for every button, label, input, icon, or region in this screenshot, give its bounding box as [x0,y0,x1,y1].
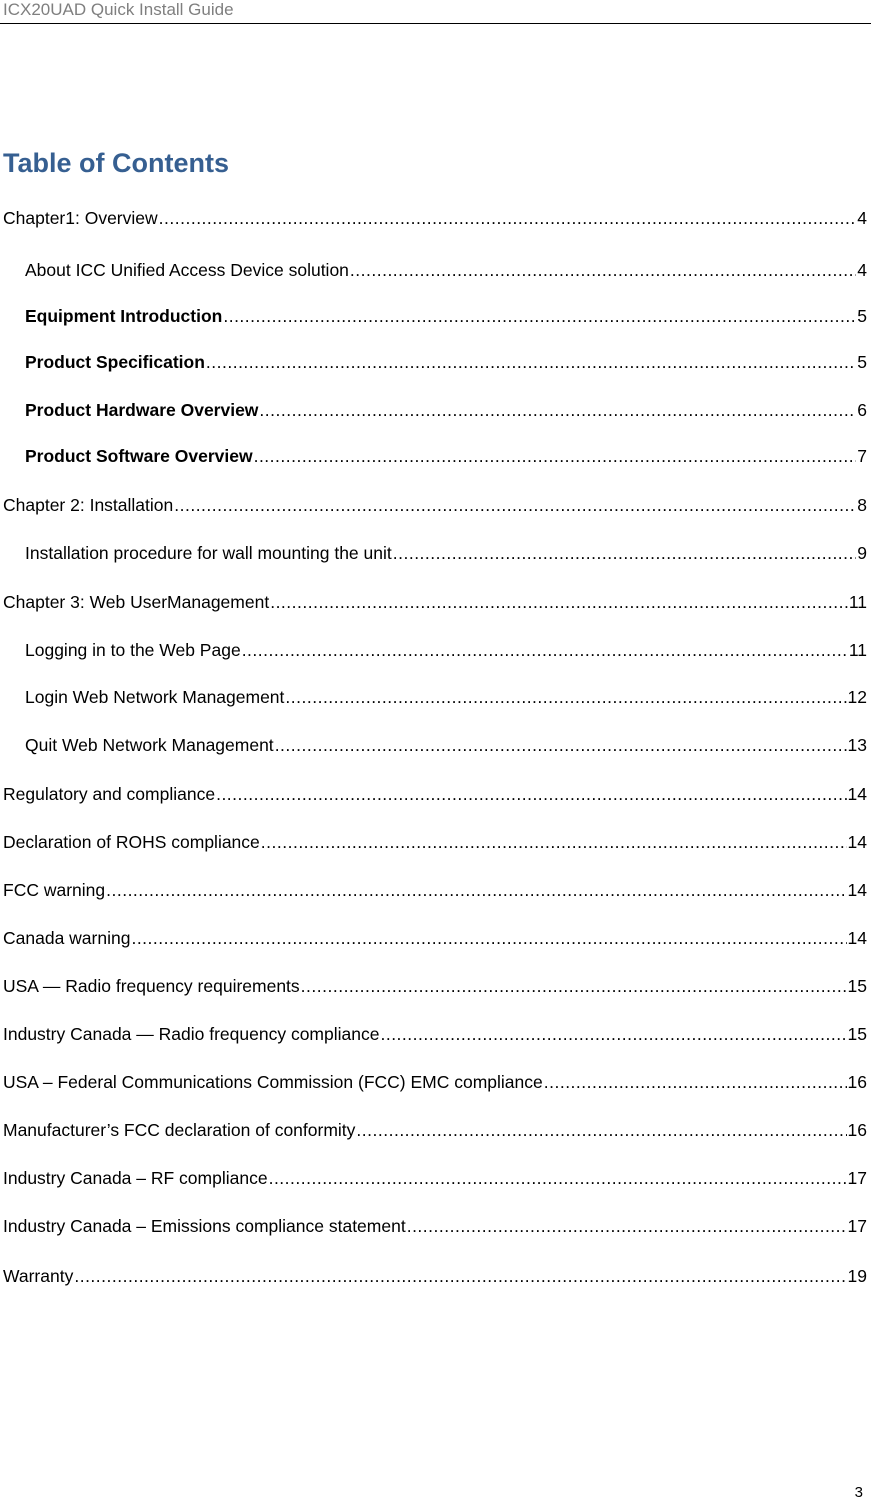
toc-entry[interactable] [3,1166,867,1190]
dot-leader [350,258,856,282]
toc-entry-page: 9 [857,543,867,563]
toc-entry[interactable] [3,304,867,328]
toc-entry[interactable] [3,206,867,230]
toc-entry[interactable] [3,830,867,854]
toc-entry[interactable] [3,398,867,422]
dot-leader [259,398,856,422]
toc-entry-page: 5 [857,352,867,372]
toc-entry-page: 8 [857,495,867,515]
toc-entry[interactable] [3,1118,867,1142]
toc-entry[interactable] [3,444,867,468]
toc-entry-label: Chapter1: Overview [3,208,158,228]
toc-entry[interactable] [3,493,867,517]
toc-entry-page: 4 [857,260,867,280]
toc-entry[interactable] [3,733,867,757]
toc-entry-page: 5 [857,306,867,326]
toc-entry-page: 12 [847,687,867,707]
toc-entry-label: Industry Canada – Emissions compliance statement [3,1216,406,1236]
toc-entry-label: Equipment Introduction [25,306,223,326]
toc-entry-label: Regulatory and compliance [3,784,216,804]
dot-leader [275,733,847,757]
toc-entry-label: Logging in to the Web Page [25,640,241,660]
toc-entry[interactable] [3,590,867,614]
dot-leader [269,1166,847,1190]
toc-entry[interactable] [3,926,867,950]
toc-entry-page: 16 [847,1120,867,1140]
toc-entry-label: USA – Federal Communications Commission (FCC) EMC compliance [3,1072,543,1092]
toc-entry-label: Industry Canada – RF compliance [3,1168,268,1188]
toc-entry[interactable] [3,974,867,998]
toc-entry-page: 14 [847,880,867,900]
toc-entry-page: 4 [857,208,867,228]
dot-leader [159,206,857,230]
dot-leader [74,1264,846,1288]
toc-entry-label: FCC warning [3,880,106,900]
dot-leader [216,782,846,806]
toc-entry-label: Product Software Overview [25,446,253,466]
toc-entry-label: Declaration of ROHS compliance [3,832,260,852]
toc-entry[interactable] [3,878,867,902]
toc-entry-label: Warranty [3,1266,74,1286]
toc-entry[interactable] [3,782,867,806]
toc-entry-label: Installation procedure for wall mounting the unit [25,543,392,563]
toc-entry-label: About ICC Unified Access Device solution [25,260,349,280]
toc-entry-label: Canada warning [3,928,131,948]
toc-entry-page: 15 [847,976,867,996]
dot-leader [261,830,847,854]
toc-entry-label: Product Specification [25,352,205,372]
toc-entry-page: 16 [847,1072,867,1092]
dot-leader [174,493,856,517]
toc-entry-label: Manufacturer’s FCC declaration of conformity [3,1120,356,1140]
toc-entry-page: 15 [847,1024,867,1044]
toc-entry-page: 7 [857,446,867,466]
toc-entry-page: 17 [847,1168,867,1188]
toc-entry-label: Chapter 2: Installation [3,495,174,515]
toc-entry[interactable] [3,1264,867,1288]
toc-entry-label: Login Web Network Management [25,687,285,707]
toc-entry-page: 13 [847,735,867,755]
toc-entry-page: 14 [847,928,867,948]
toc-entry[interactable] [3,1070,867,1094]
dot-leader [356,1118,846,1142]
toc-entry-page: 19 [847,1266,867,1286]
page-header [0,0,871,24]
toc-entry-label: Industry Canada — Radio frequency compliance [3,1024,380,1044]
toc-entry[interactable] [3,638,867,662]
toc-heading: Table of Contents [3,148,229,178]
toc-entry[interactable] [3,350,867,374]
toc-entry[interactable] [3,258,867,282]
toc-entry-page: 6 [857,400,867,420]
dot-leader [301,974,847,998]
toc-entry-label: Chapter 3: Web UserManagement [3,592,270,612]
dot-leader [131,926,846,950]
document-title: ICX20UAD Quick Install Guide [3,0,234,19]
dot-leader [270,590,848,614]
toc-entry[interactable] [3,685,867,709]
toc-entry-page: 14 [847,784,867,804]
dot-leader [393,541,857,565]
dot-leader [242,638,848,662]
toc-entry[interactable] [3,541,867,565]
toc-entry-page: 11 [848,640,867,660]
toc-entry-label: USA — Radio frequency requirements [3,976,300,996]
toc-entry[interactable] [3,1022,867,1046]
toc-entry-label: Quit Web Network Management [25,735,274,755]
dot-leader [407,1214,847,1238]
toc-entry-page: 17 [847,1216,867,1236]
toc-entry-label: Product Hardware Overview [25,400,259,420]
toc-entry-page: 11 [848,592,867,612]
dot-leader [206,350,856,374]
page-number: 3 [854,1484,863,1501]
dot-leader [223,304,856,328]
dot-leader [254,444,857,468]
toc-entry-page: 14 [847,832,867,852]
dot-leader [380,1022,846,1046]
dot-leader [544,1070,847,1094]
dot-leader [106,878,846,902]
toc-entry[interactable] [3,1214,867,1238]
dot-leader [285,685,846,709]
